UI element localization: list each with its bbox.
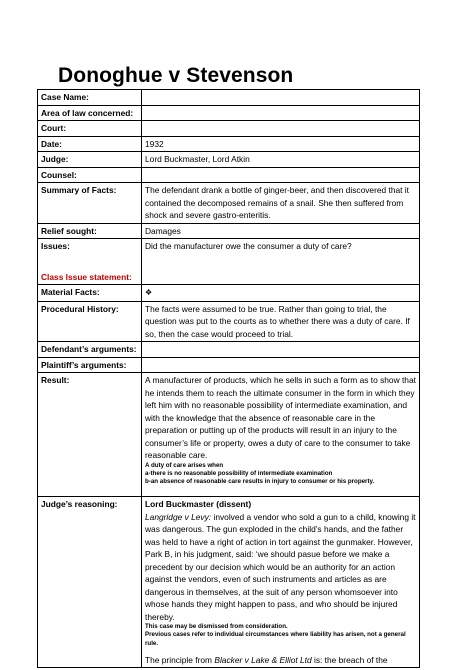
judges-reasoning-principle xyxy=(145,655,388,665)
case-name-label: Case Name: xyxy=(38,90,142,106)
procedural-history-label: Procedural History: xyxy=(38,301,142,342)
row-case-name xyxy=(38,90,420,106)
summary-of-facts-value: The defendant drank a bottle of ginger-beer, and then discovered that it contained the decomposed remains of a snail. She then suffered from shock and severe gastro-enteritis. xyxy=(142,183,420,224)
area-of-law-value xyxy=(142,105,420,121)
page-title: Donoghue v Stevenson xyxy=(58,64,294,87)
principle-before: The principle from xyxy=(145,654,215,665)
defendants-arguments-value xyxy=(142,342,420,358)
judges-reasoning-note-1: This case may be dismissed from consideration. xyxy=(145,623,288,631)
judge-value: Lord Buckmaster, Lord Atkin xyxy=(142,152,420,168)
row-result xyxy=(38,373,420,497)
date-label: Date: xyxy=(38,136,142,152)
court-label: Court: xyxy=(38,121,142,137)
issues-label: Issues: xyxy=(41,241,70,251)
judges-reasoning-note-2: Previous cases refer to individual circumstances where liability has arisen, not a general rule. xyxy=(145,631,406,647)
relief-sought-label: Relief sought: xyxy=(38,223,142,239)
principle-case-ref: Blacker v Lake & Elliot Ltd xyxy=(214,654,312,665)
relief-sought-value: Damages xyxy=(142,223,420,239)
material-facts-value xyxy=(142,285,420,302)
result-note-2: a-there is no reasonable possibility of intermediate examination xyxy=(145,469,333,477)
row-date xyxy=(38,136,420,152)
plaintiffs-arguments-label: Plaintiff’s arguments: xyxy=(38,357,142,373)
defendants-arguments-label: Defendant’s arguments: xyxy=(38,342,142,358)
procedural-history-value: The facts were assumed to be true. Rather than going to trial, the question was put to the courts as to whether there was a duty of care. If so, then the case would proceed to trial. xyxy=(142,301,420,342)
result-value-cell xyxy=(142,373,420,497)
result-label: Result: xyxy=(38,373,142,497)
judges-reasoning-spacer xyxy=(145,648,416,654)
row-material-facts xyxy=(38,285,420,302)
issues-gap-2 xyxy=(41,262,138,271)
issues-label-cell xyxy=(38,239,142,285)
judges-reasoning-paragraph xyxy=(145,512,416,622)
row-judges-reasoning xyxy=(38,497,420,668)
class-issue-label: Class Issue statement: xyxy=(41,271,132,282)
row-procedural-history xyxy=(38,301,420,342)
issues-value: Did the manufacturer owe the consumer a duty of care? xyxy=(142,239,420,285)
issues-gap xyxy=(41,253,138,262)
result-note-1: A duty of care arises when xyxy=(145,461,224,469)
judges-reasoning-case-ref: Langridge v Levy: xyxy=(145,511,212,522)
counsel-label: Counsel: xyxy=(38,167,142,183)
row-relief-sought xyxy=(38,223,420,239)
judges-reasoning-value-cell xyxy=(142,497,420,668)
result-gap xyxy=(145,486,416,495)
row-defendants-arguments xyxy=(38,342,420,358)
row-court xyxy=(38,121,420,137)
row-judge xyxy=(38,152,420,168)
result-text: A manufacturer of products, which he sells in such a form as to show that he intends them to reach the ultimate consumer in the form in which they left him with no reasonable possibility of intermediate examination, and with the knowledge that the absence of reasonable care in the preparation or putting up of the products will result in an injury to the consumer’s life or property, owes a duty of care to the consumer to take reasonable care. xyxy=(145,375,416,460)
judges-reasoning-judge-name: Lord Buckmaster (dissent) xyxy=(145,499,252,510)
principle-after: is: the breach of the xyxy=(311,654,388,665)
court-value xyxy=(142,121,420,137)
row-summary-of-facts xyxy=(38,183,420,224)
judges-reasoning-text: involved a vendor who sold a gun to a child, knowing it was dangerous. The gun exploded in the child’s hands, and the father was held to have a right of action in tort against the gunmaker. However, Park B, in his judgment, said: ‘we should pasue before we make a precedent by our decision which would be an authority for an action against the vendors, even of such instruments and articles as are dangerous in themselves, at the suit of any person whomsoever into whose hands they might happen to pass, and who should be injured thereby. xyxy=(145,511,416,622)
material-facts-label: Material Facts: xyxy=(38,285,142,302)
counsel-value xyxy=(142,167,420,183)
case-brief-table xyxy=(37,89,420,668)
diamond-bullet-icon: ❖ xyxy=(145,288,153,297)
summary-of-facts-label: Summary of Facts: xyxy=(38,183,142,224)
case-name-value xyxy=(142,90,420,106)
row-area-of-law xyxy=(38,105,420,121)
row-counsel xyxy=(38,167,420,183)
row-issues xyxy=(38,239,420,285)
judges-reasoning-label: Judge’s reasoning: xyxy=(38,497,142,668)
judge-label: Judge: xyxy=(38,152,142,168)
area-of-law-label: Area of law concerned: xyxy=(38,105,142,121)
plaintiffs-arguments-value xyxy=(142,357,420,373)
result-note-3: b-an absence of reasonable care results in injury to consumer or his property. xyxy=(145,477,375,485)
date-value: 1932 xyxy=(142,136,420,152)
row-plaintiffs-arguments xyxy=(38,357,420,373)
